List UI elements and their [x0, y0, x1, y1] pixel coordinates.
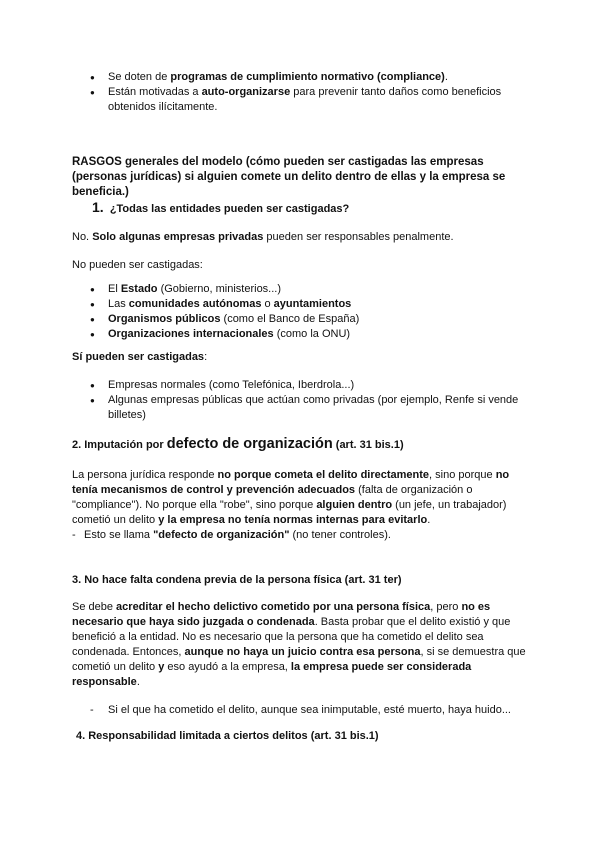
bullet-icon: ● — [90, 88, 95, 97]
list-item: ● Están motivadas a auto-organizarse para prevenir tanto daños como beneficios obtenidos ilícitamente. — [90, 86, 502, 113]
si-castigadas-list — [72, 378, 528, 423]
si-castigadas-heading: Sí pueden ser castigadas: — [72, 351, 208, 363]
list-item: ● Algunas empresas públicas que actúan como privadas (por ejemplo, Renfe si vende billetes) — [90, 394, 519, 421]
section2-title: 2. Imputación por defecto de organización (art. 31 bis.1) — [72, 436, 404, 452]
rasgos-heading: RASGOS generales del modelo (cómo pueden ser castigadas las empresas (personas jurídicas) si alguien comete un delito dentro de ellas y la empresa se beneficia.) — [72, 156, 506, 198]
section3-paragraph: Se debe acreditar el hecho delictivo cometido por una persona física, pero no es necesario que haya sido juzgada o condenada. Basta probar que el delito existió y que benefició a la entidad. No es necesario que la persona que ha cometido el delito sea condenada. Entonces, aunque no haya un juicio contra esa persona, si se demuestra que cometió un delito y eso ayudó a la empresa, la empresa puede ser considerada responsable. — [72, 601, 526, 688]
list-item: ● Empresas normales (como Telefónica, Iberdrola...) — [90, 379, 355, 391]
section1-title: 1. ¿Todas las entidades pueden ser castigadas? — [92, 199, 350, 215]
section3-title: 3. No hace falta condena previa de la persona física (art. 31 ter) — [72, 574, 402, 586]
intro-bullet-list — [72, 70, 528, 115]
bullet-icon: ● — [90, 330, 95, 339]
list-item: ● El Estado (Gobierno, ministerios...) — [90, 283, 282, 295]
list-item: ● Se doten de programas de cumplimiento normativo (compliance). — [90, 71, 448, 83]
no-castigadas-list — [72, 282, 528, 342]
section3-dash-item: - Si el que ha cometido el delito, aunque sea inimputable, esté muerto, haya huido... — [90, 704, 511, 716]
list-item: ● Organismos públicos (como el Banco de España) — [90, 313, 360, 325]
list-item: ● Organizaciones internacionales (como la ONU) — [90, 328, 351, 340]
section2-paragraph: La persona jurídica responde no porque cometa el delito directamente, sino porque no tenía mecanismos de control y prevención adecuados (falta de organización o "compliance"). No porque ella "robe", sino porque alguien dentro (un jefe, un trabajador) cometió un delito y la empresa no tenía normas internas para evitarlo. — [72, 469, 510, 526]
bullet-icon: ● — [90, 300, 95, 309]
section1-answer: No. Solo algunas empresas privadas pueden ser responsables penalmente. — [72, 231, 454, 243]
section4-title: 4. Responsabilidad limitada a ciertos delitos (art. 31 bis.1) — [76, 730, 379, 742]
bullet-icon: ● — [90, 381, 95, 390]
bullet-icon: ● — [90, 396, 95, 405]
bullet-icon: ● — [90, 315, 95, 324]
no-castigadas-heading: No pueden ser castigadas: — [72, 259, 203, 271]
section2-dash-item: - Esto se llama "defecto de organización" (no tener controles). — [72, 529, 391, 541]
bullet-icon: ● — [90, 285, 95, 294]
bullet-icon: ● — [90, 73, 95, 82]
list-item: ● Las comunidades autónomas o ayuntamientos — [90, 298, 352, 310]
